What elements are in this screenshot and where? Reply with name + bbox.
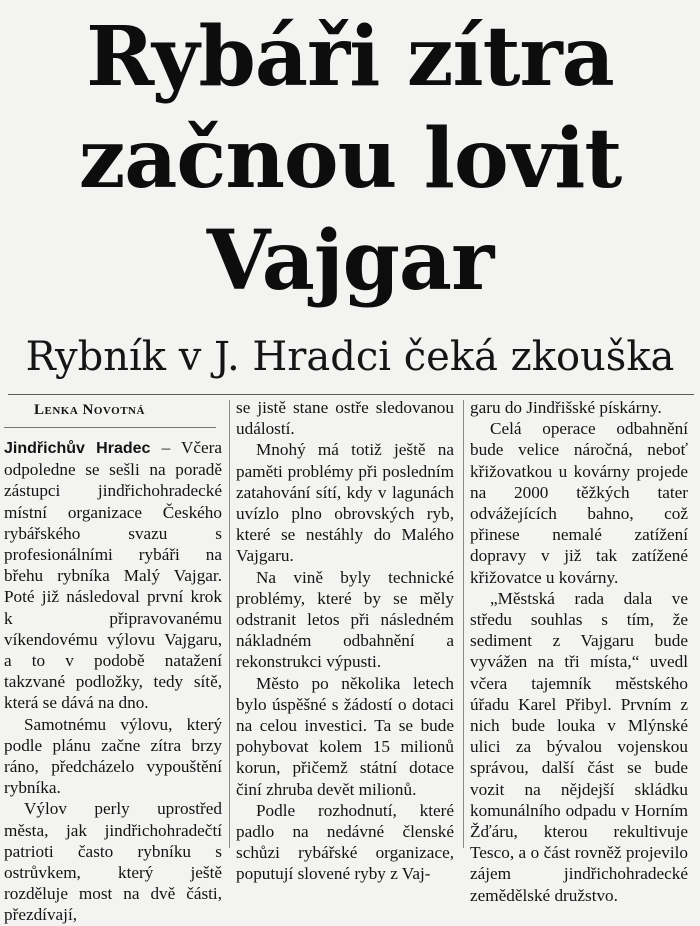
paragraph: „Městská rada dala ve středu souhlas s tím, že sediment z Vajgaru bude vyvážen na tři místa,“ uvedl včera tajemník městského úřadu Karel Přibyl. Prvním z nich bude louka v Mlýnské ulici za bývalou vojenskou správou, další část se bude vozit na nějdejší skládku komunálního odpadu v Horním Žďáru, kterou rekultivuje Tesco, a o část rovněž projevilo zájem jindřichohradecké zemědělské družstvo.	[470, 588, 688, 905]
column-2	[236, 397, 454, 885]
paragraph: Město po několika letech bylo úspěšné s žádostí o dotaci na celou investici. Ta se bude pohybovat kolem 15 milionů korun, přičemž státní dotace činí zhruba devět milionů.	[236, 673, 454, 799]
paragraph: Samotnému výlovu, který podle plánu začne zítra brzy ráno, předcházelo vypouštění rybníka.	[4, 714, 222, 798]
byline: Lenka Novotná	[34, 402, 145, 418]
paragraph: se jistě stane ostře sledovanou událostí.	[236, 398, 454, 439]
paragraph: garu do Jindřišské pískárny.	[470, 398, 662, 417]
column-3	[470, 397, 688, 906]
column-divider	[463, 400, 464, 848]
headline: Rybáři zítra začnou lovit Vajgar	[78, 9, 622, 309]
paragraph: Celá operace odbahnění bude velice náročná, neboť křižovatkou u kovárny projede na 2000 těžkých tater odvážejících bahno, což přinese nemalé zatížení dopravy v již tak zatížené křižovatce u kovárny.	[470, 419, 688, 587]
byline-rule	[4, 427, 216, 428]
paragraph: Podle rozhodnutí, které padlo na nedávné členské schůzi rybářské organizace, poputují slovené ryby z Vaj-	[236, 800, 454, 884]
column-1	[4, 397, 222, 926]
subheadline: Rybník v J. Hradci čeká zkouška	[25, 334, 675, 380]
column-divider	[229, 400, 230, 848]
top-rule	[8, 394, 694, 395]
paragraph: Mnohý má totiž ještě na paměti problémy při posledním zatahování sítí, kdy v lagunách uvízlo plno obrovských ryb, které se nestáhly do Malého Vajgaru.	[236, 440, 454, 566]
dateline: Jindřichův Hradec	[4, 440, 151, 457]
paragraph: Na vině byly technické problémy, které by se měly odstranit letos při následném nákladném odbahnění a rekonstrukci výpusti.	[236, 567, 454, 672]
paragraph-text: – Včera odpoledne se sešli na poradě zástupci jindřichohradecké místní organizace Českého rybářského svazu s profesionálními rybáři na břehu rybníka Malý Vajgar. Poté již následoval první krok k připravovanému víkendovému výlovu Vajgaru, a to v podobě natažení takzvané podložky, tedy sítě, která se dává na dno.	[4, 438, 222, 713]
paragraph: Výlov perly uprostřed města, jak jindřichohradečtí patrioti často rybníku s ostrůvkem, který ještě rozděluje most na dvě části, přezdívají,	[4, 799, 222, 925]
lead-paragraph	[4, 437, 222, 714]
